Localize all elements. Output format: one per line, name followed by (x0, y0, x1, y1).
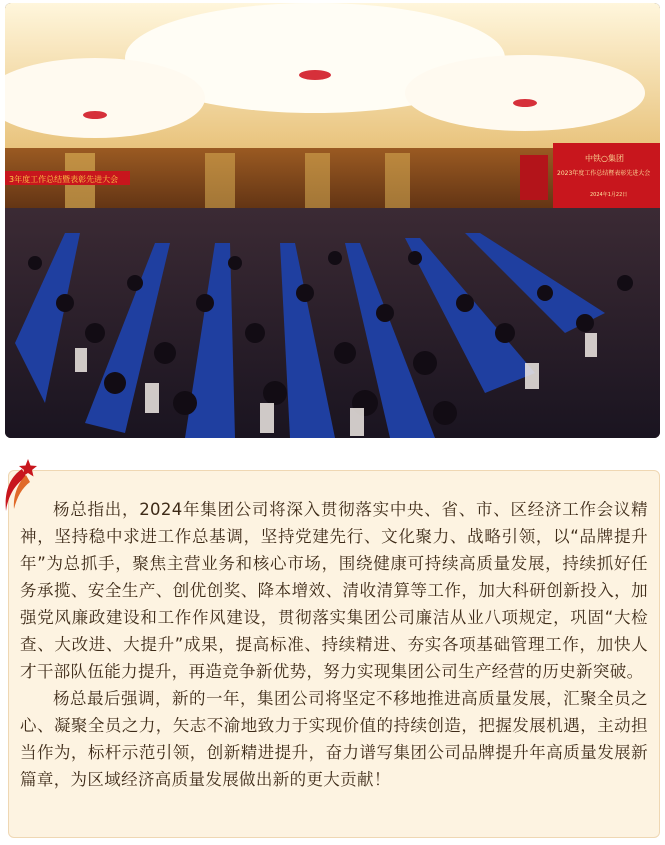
conference-scene (5, 3, 660, 438)
stage-date: 2024年1月22日 (590, 192, 628, 198)
article-body (20, 496, 648, 793)
stage-title: 2023年度工作总结暨表彰先进大会 (557, 170, 651, 177)
article-paragraph-2: 杨总最后强调，新的一年，集团公司将坚定不移地推进高质量发展，汇聚全员之心、凝聚全员之力，矢志不渝地致力于实现价值的持续创造，把握发展机遇，主动担当作为，标杆示范引领，创新精进提升，奋力谱写集团公司品牌提升年高质量发展新篇章，为区域经济高质量发展做出新的更大贡献！ (20, 689, 648, 789)
conference-photo (5, 3, 660, 438)
stage-brand: 中铁○集团 (585, 154, 624, 163)
left-wall-banner: 3年度工作总结暨表彰先进大会 (9, 175, 119, 184)
article-paragraph-1: 杨总指出，2024年集团公司将深入贯彻落实中央、省、市、区经济工作会议精神，坚持稳中求进工作总基调，坚持党建先行、文化聚力、战略引领，以“品牌提升年”为总抓手，聚焦主营业务和核心市场，围绕健康可持续高质量发展，持续抓好任务承揽、安全生产、创优创奖、降本增效、清收清算等工作，加大科研创新投入，加强党风廉政建设和工作作风建设，贯彻落实集团公司廉洁从业八项规定，巩固“大检查、大改进、大提升”成果，提高标准、持续精进、夯实各项基础管理工作，加快人才干部队伍能力提升，再造竞争新优势，努力实现集团公司生产经营的历史新突破。 (20, 500, 648, 681)
